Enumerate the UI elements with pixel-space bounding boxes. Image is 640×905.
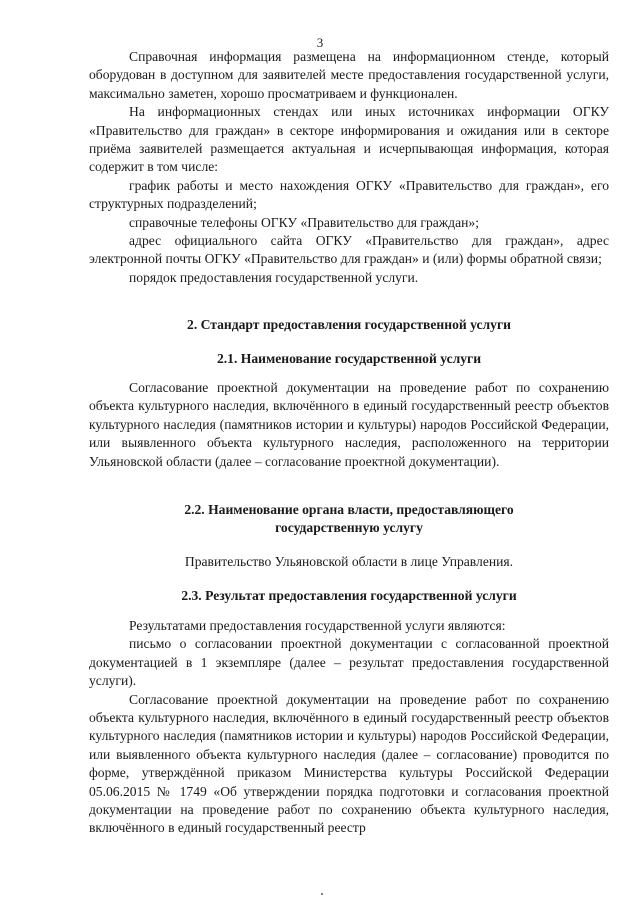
intro-block xyxy=(89,48,609,287)
scan-speck xyxy=(321,893,323,895)
section-2-1-paragraph: Согласование проектной документации на проведение работ по сохранению объекта культурного наследия, включённого в единый государственный реестр объектов культурного наследия (памятников истории и культуры) народов Российской Федерации, или выявленного объекта культурного наследия, расположенного на территории Ульяновской области (далее – согласование проектной документации). xyxy=(89,380,609,469)
intro-list-item: справочные телефоны ОГКУ «Правительство для граждан»; xyxy=(129,214,479,230)
intro-paragraph: Справочная информация размещена на информационном стенде, который оборудован в доступном для заявителей месте предоставления государственной услуги, максимально заметен, хорошо просматриваем и функционален. xyxy=(89,49,609,101)
intro-list-item: график работы и место нахождения ОГКУ «Правительство для граждан», его структурных подразделений; xyxy=(89,177,609,212)
section-2-3-title: 2.3. Результат предоставления государственной услуги xyxy=(181,588,517,603)
section-2-2-title-line-2: государственную услугу xyxy=(275,520,423,535)
section-2-2-title-line-1: 2.2. Наименование органа власти, предоставляющего xyxy=(184,502,514,517)
section-2-1-title: 2.1. Наименование государственной услуги xyxy=(216,351,482,366)
intro-paragraph: На информационных стендах или иных источниках информации ОГКУ «Правительство для граждан» в секторе информирования и ожидания или в секторе приёма заявителей размещается актуальная и исчерпывающая информация, которая содержит в том числе: xyxy=(89,104,609,175)
section-2-1-body xyxy=(89,379,609,471)
page-number: 3 xyxy=(316,35,324,50)
intro-list-item: порядок предоставления государственной услуги. xyxy=(129,269,419,285)
section-2-3-paragraph: письмо о согласовании проектной документации с согласованной проектной документацией в 1 экземпляре (далее – результат предоставления государственной услуги). xyxy=(89,636,609,689)
intro-list-item: адрес официального сайта ОГКУ «Правительство для граждан», адрес электронной почты ОГКУ «Правительство для граждан» и (или) формы обратной связи; xyxy=(89,233,609,267)
section-2-title: 2. Стандарт предоставления государственной услуги xyxy=(187,317,511,332)
section-2-3-body xyxy=(89,617,609,838)
section-2-3-paragraph: Результатами предоставления государственной услуги являются: xyxy=(129,618,506,633)
section-2-2-text: Правительство Ульяновской области в лице Управления. xyxy=(184,554,514,569)
section-2-3-paragraph: Согласование проектной документации на проведение работ по сохранению объекта культурного наследия, включённого в единый государственный реестр объектов культурного наследия (памятников истории и культуры) народов Российской Федерации, или выявленного объекта культурного наследия (далее – согласование) проводится по форме, утверждённой приказом Министерства культуры Российской Федерации 05.06.2015 № 1749 «Об утверждении порядка подготовки и согласования проектной документации на проведение работ по сохранению объекта культурного наследия, включённого в единый государственный реестр xyxy=(89,691,609,836)
